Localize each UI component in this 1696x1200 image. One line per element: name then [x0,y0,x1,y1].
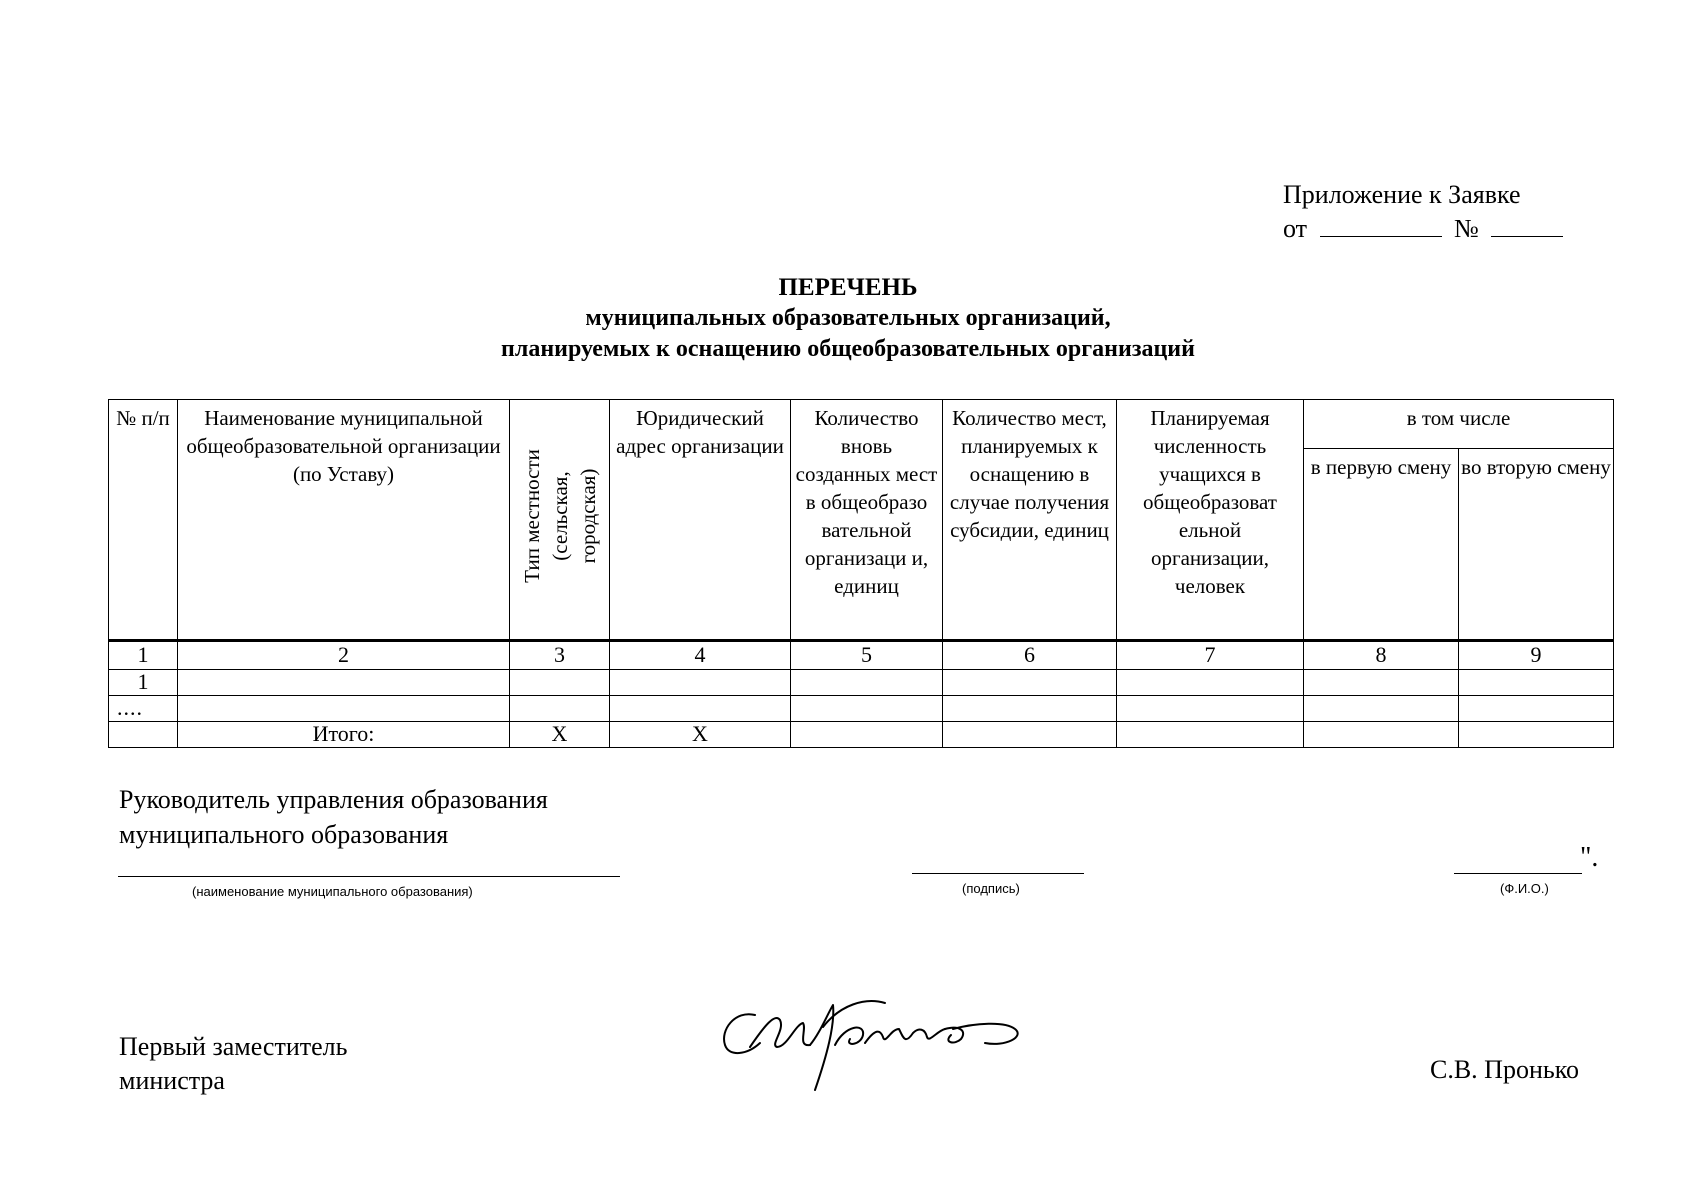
table-cell [791,696,943,722]
table-cell [1304,696,1459,722]
table-cell [610,670,791,696]
header-organization-name: Наименование муниципальной общеобразовательной организации (по Уставу) [178,400,510,641]
total-label: Итого: [178,722,510,748]
table-row [109,696,1614,722]
number-label: № [1454,214,1479,243]
header-including: в том числе [1304,400,1614,449]
table-cell [109,722,178,748]
header-planned-students: Планируемая численность учащихся в общеобразоват ельной организации, человек [1117,400,1304,641]
head-title [119,782,548,852]
header-new-places: Количество вновь созданных мест в общеобразо вательной организаци и, единиц [791,400,943,641]
column-number: 7 [1117,641,1304,670]
total-address-x: Х [610,722,791,748]
table-cell [1459,696,1614,722]
name-caption: (Ф.И.О.) [1500,881,1549,896]
name-line [1454,873,1582,874]
row-ellipsis: .... [109,696,178,722]
column-number: 1 [109,641,178,670]
number-blank [1491,212,1563,237]
signatory-name: С.В. Пронько [1430,1055,1580,1084]
title-line-2: муниципальных образовательных организаций, [585,305,1111,331]
signatory-position-line-2: министра [119,1066,225,1095]
signatory-position-line-1: Первый заместитель [119,1032,348,1061]
appendix-title: Приложение к Заявке [1283,180,1521,209]
signatory-position [119,1030,347,1098]
column-numbers-row [109,641,1614,670]
header-locality-type [510,400,610,641]
table-cell [943,722,1117,748]
table-cell [1459,722,1614,748]
table-cell [791,670,943,696]
table-cell [510,670,610,696]
handwritten-signature [715,985,1085,1095]
signature-caption: (подпись) [962,881,1020,896]
head-title-line-1: Руководитель управления образования [119,785,548,814]
table-cell [1304,722,1459,748]
table-cell [1459,670,1614,696]
municipality-caption: (наименование муниципального образования) [192,884,473,899]
header-first-shift: в первую смену [1304,449,1459,641]
table-row [109,670,1614,696]
document-title [0,272,1696,365]
column-number: 8 [1304,641,1459,670]
table-cell [178,670,510,696]
total-row [109,722,1614,748]
closing-quote: ". [1580,842,1599,873]
head-title-line-2: муниципального образования [119,820,449,849]
header-row-1 [109,400,1614,449]
locality-line-2: (сельская, [547,471,572,561]
total-locality-x: Х [510,722,610,748]
appendix-date-number [1283,212,1563,246]
column-number: 5 [791,641,943,670]
table-cell [1117,722,1304,748]
header-second-shift: во вторую смену [1459,449,1614,641]
table-cell [1117,670,1304,696]
organizations-table [108,399,1614,748]
table-cell [943,670,1117,696]
signature-line [912,873,1084,874]
table-cell [510,696,610,722]
table-cell [1117,696,1304,722]
column-number: 2 [178,641,510,670]
table-cell [791,722,943,748]
column-number: 9 [1459,641,1614,670]
header-legal-address: Юридический адрес организации [610,400,791,641]
column-number: 4 [610,641,791,670]
title-line-1: ПЕРЕЧЕНЬ [778,274,918,301]
column-number: 6 [943,641,1117,670]
from-label: от [1283,214,1308,243]
table-cell [610,696,791,722]
row-number: 1 [109,670,178,696]
header-planned-places: Количество мест, планируемых к оснащению в случае получения субсидии, единиц [943,400,1117,641]
header-number: № п/п [109,400,178,641]
locality-line-3: городская) [575,468,600,564]
appendix-block [1283,178,1563,246]
municipality-line [118,876,620,877]
column-number: 3 [510,641,610,670]
table-cell [178,696,510,722]
date-blank [1320,212,1442,237]
title-line-3: планируемых к оснащению общеобразовательных организаций [501,336,1195,362]
table-cell [1304,670,1459,696]
table-cell [943,696,1117,722]
locality-line-1: Тип местности [519,449,544,583]
